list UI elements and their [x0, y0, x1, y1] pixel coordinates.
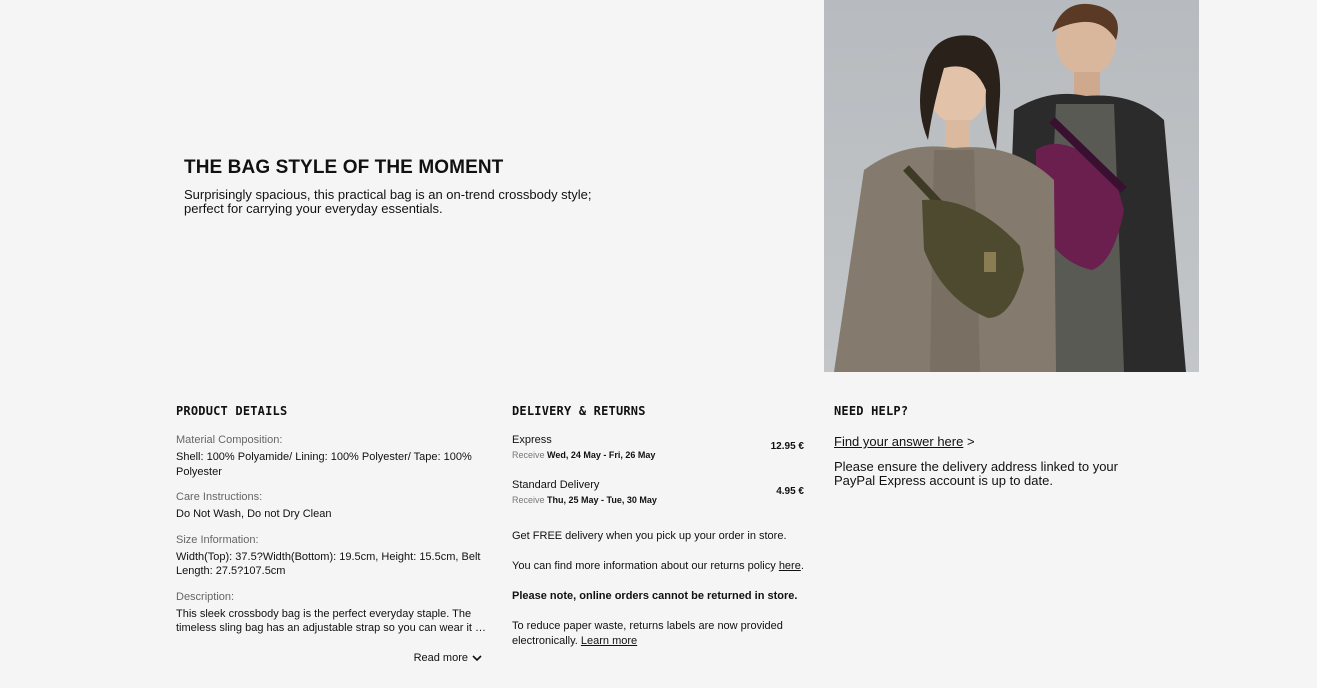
- hero-description-line-1: Surprisingly spacious, this practical bag is an on-trend crossbody style;: [184, 187, 592, 202]
- hero-model-image: [824, 0, 1199, 372]
- returns-policy-text: You can find more information about our returns policy: [512, 560, 779, 572]
- hero-description: [184, 188, 604, 216]
- delivery-price: 12.95 €: [770, 441, 804, 452]
- read-more-button[interactable]: [414, 652, 482, 664]
- returns-policy-note: [512, 559, 806, 574]
- care-label: Care Instructions:: [176, 491, 263, 503]
- delivery-price: 4.95 €: [776, 486, 804, 497]
- read-more-label: Read more: [413, 652, 468, 664]
- chevron-right-icon: >: [966, 434, 975, 449]
- delivery-option-standard: [512, 479, 806, 529]
- delivery-option-name: Standard Delivery: [512, 479, 600, 491]
- description-label: Description:: [176, 590, 235, 603]
- delivery-returns-section: [512, 404, 806, 664]
- find-answer-link[interactable]: Find your answer here: [834, 434, 964, 449]
- product-details-section: [176, 404, 486, 664]
- material-label: Material Composition:: [176, 434, 283, 446]
- size-value: Width(Top): 37.5?Width(Bottom): 19.5cm, Height: 15.5cm, Belt Length: 27.5?107.5cm: [176, 550, 481, 577]
- delivery-date-range: Thu, 25 May - Tue, 30 May: [547, 495, 657, 505]
- models-with-crossbody-bags-illustration: [824, 0, 1199, 372]
- paper-waste-text: To reduce paper waste, returns labels are now provided electronically.: [512, 620, 783, 647]
- hero-text-block: [184, 157, 604, 216]
- receive-label: Receive: [512, 450, 545, 460]
- size-label: Size Information:: [176, 533, 259, 546]
- delivery-heading: DELIVERY & RETURNS: [512, 404, 646, 418]
- delivery-option-dates: [512, 492, 806, 508]
- receive-label: Receive: [512, 495, 545, 505]
- hero-title: THE BAG STYLE OF THE MOMENT: [184, 157, 504, 178]
- returns-policy-link[interactable]: here: [778, 560, 801, 572]
- returns-policy-period: .: [800, 560, 804, 572]
- paper-waste-note: [512, 619, 806, 649]
- product-details-heading: PRODUCT DETAILS: [176, 404, 288, 418]
- delivery-date-range: Wed, 24 May - Fri, 26 May: [547, 450, 656, 460]
- hero-description-line-2: perfect for carrying your everyday essentials.: [184, 201, 443, 216]
- paypal-address-note: Please ensure the delivery address linked to your PayPal Express account is up to date.: [834, 459, 1118, 488]
- care-value: Do Not Wash, Do not Dry Clean: [176, 508, 332, 520]
- free-delivery-note: Get FREE delivery when you pick up your order in store.: [512, 530, 787, 542]
- delivery-option-name: Express: [512, 434, 552, 446]
- delivery-option-dates: [512, 447, 806, 463]
- delivery-option-express: [512, 434, 806, 479]
- find-answer-row: [834, 434, 1154, 450]
- chevron-down-icon: [472, 655, 482, 662]
- material-value: Shell: 100% Polyamide/ Lining: 100% Polyester/ Tape: 100% Polyester: [176, 451, 472, 478]
- description-value: This sleek crossbody bag is the perfect everyday staple. The timeless sling bag has an adjustable strap so you can wear it …: [176, 607, 486, 634]
- need-help-section: [834, 404, 1154, 487]
- store-returns-note: Please note, online orders cannot be returned in store.: [512, 590, 798, 602]
- need-help-heading: NEED HELP?: [834, 404, 909, 418]
- learn-more-link[interactable]: Learn more: [580, 635, 638, 647]
